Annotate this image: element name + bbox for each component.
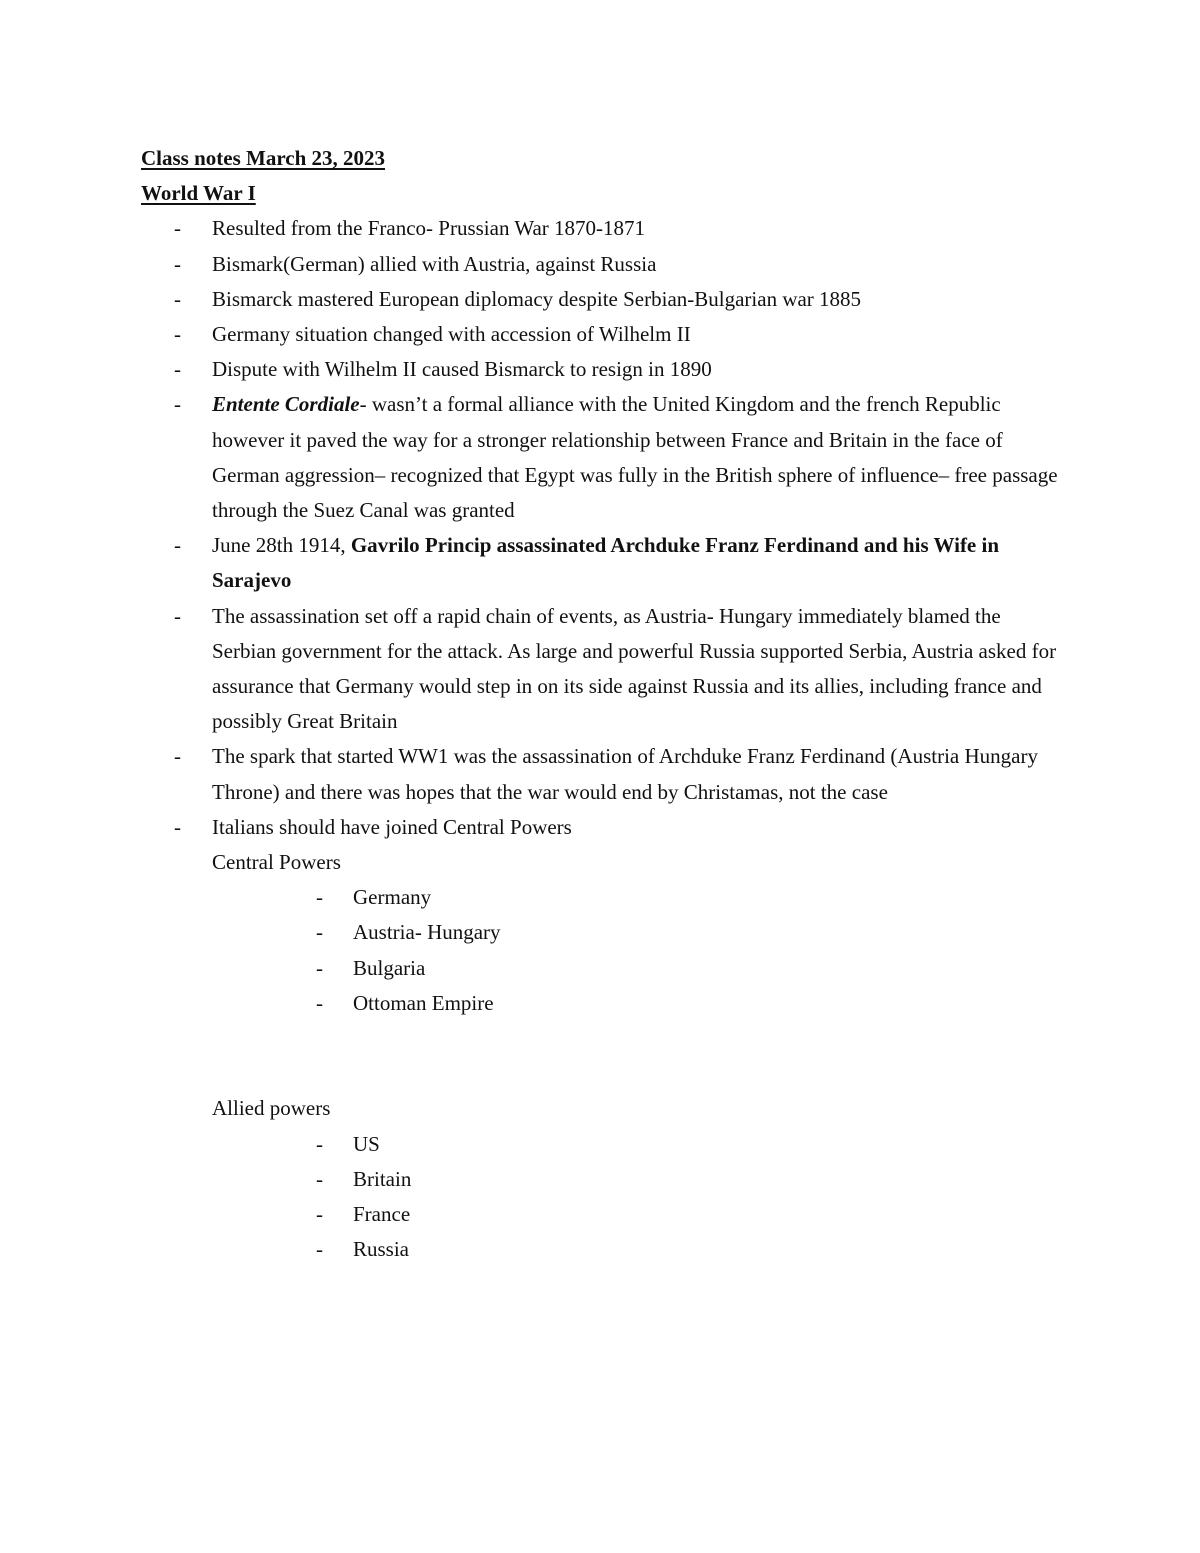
- list-item: [141, 352, 1061, 387]
- list-item: [141, 211, 1061, 246]
- bullet-bold-text: Gavrilo Princip assassinated Archduke Franz Ferdinand and his Wife in Sarajevo: [212, 533, 1000, 593]
- list-item: [141, 247, 1061, 282]
- document-title: Class notes March 23, 2023: [141, 146, 386, 170]
- bullet-text: Bismarck mastered European diplomacy despite Serbian-Bulgarian war 1885: [212, 286, 862, 311]
- list-item: [141, 528, 1061, 598]
- bullet-text: Dispute with Wilhelm II caused Bismarck to resign in 1890: [212, 357, 712, 382]
- list-item: - Germany: [141, 880, 1061, 915]
- list-item: [141, 282, 1061, 317]
- bullet-text: Resulted from the Franco- Prussian War 1870-1871: [212, 216, 646, 241]
- list-item: [141, 599, 1061, 740]
- list-item: - France: [141, 1197, 1061, 1232]
- central-powers-title: Central Powers: [212, 850, 341, 875]
- main-bullet-list: [141, 211, 1061, 845]
- document-subtitle: World War I: [141, 181, 256, 206]
- list-item: - Britain: [141, 1162, 1061, 1197]
- allied-powers-title: Allied powers: [212, 1096, 331, 1121]
- bullet-text: Bismark(German) allied with Austria, against Russia: [212, 251, 657, 276]
- bullet-text: The assassination set off a rapid chain of events, as Austria- Hungary immediately blamed the Serbian government for the attack. As large and powerful Russia supported Serbia, Austria asked for assurance that Germany would step in on its side against Russia and its allies, including france and possibly Great Britain: [212, 603, 1057, 734]
- list-item: - Russia: [141, 1232, 1061, 1267]
- spacer: [141, 1021, 1061, 1091]
- list-item: - Bulgaria: [141, 951, 1061, 986]
- list-item: [141, 317, 1061, 352]
- list-item: - US: [141, 1127, 1061, 1162]
- list-item: [141, 387, 1061, 528]
- list-item: [141, 810, 1061, 845]
- list-item: - Ottoman Empire: [141, 986, 1061, 1021]
- bullet-text: The spark that started WW1 was the assassination of Archduke Franz Ferdinand (Austria Hungary Throne) and there was hopes that the war would end by Christamas, not the case: [212, 744, 1038, 804]
- document-content: [141, 141, 1061, 1267]
- list-item: - Austria- Hungary: [141, 915, 1061, 950]
- allied-powers-list: [141, 1127, 1061, 1268]
- bullet-lead-term: Entente Cordiale: [212, 392, 360, 417]
- bullet-text: June 28th 1914,: [212, 533, 351, 558]
- bullet-text: Italians should have joined Central Powers: [212, 814, 572, 839]
- central-powers-list: [141, 880, 1061, 1021]
- bullet-text: - wasn’t a formal alliance with the United Kingdom and the french Republic however it paved the way for a stronger relationship between France and Britain in the face of German aggression– recognized that Egypt was fully in the British sphere of influence– free passage through the Suez Canal was granted: [212, 392, 1058, 523]
- bullet-text: Germany situation changed with accession of Wilhelm II: [212, 322, 691, 347]
- list-item: [141, 739, 1061, 809]
